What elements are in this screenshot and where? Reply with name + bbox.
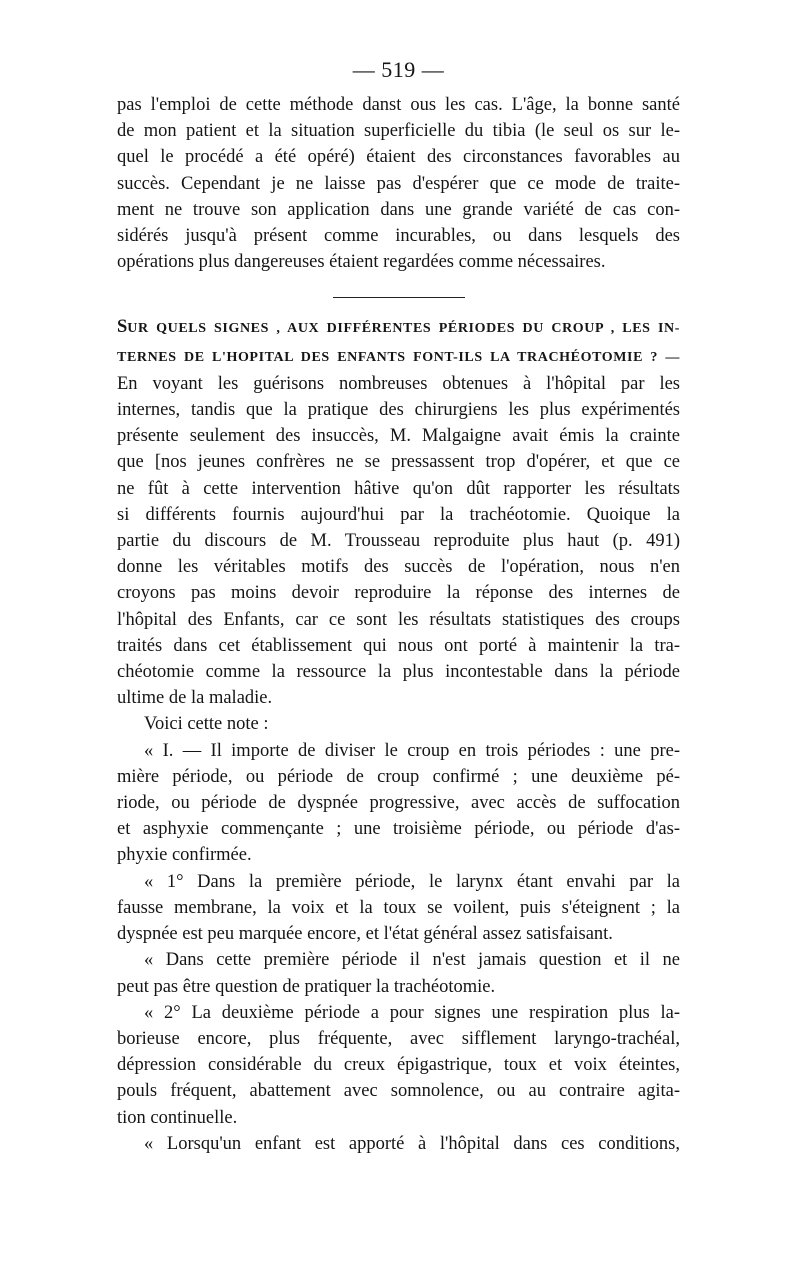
text-line: si différents fournis aujourd'hui par la trachéotomie. Quoique la <box>117 504 680 525</box>
text-line: croyons pas moins devoir reproduire la réponse des internes de <box>117 583 680 604</box>
text-line: sidérés jusqu'à présent comme incurables, ou dans lesquels des <box>117 226 680 247</box>
text-line: succès. Cependant je ne laisse pas d'espérer que ce mode de traite- <box>117 173 680 194</box>
text-line: « I. — Il importe de diviser le croup en trois périodes : une pre- <box>144 740 680 761</box>
text-line: peut pas être question de pratiquer la trachéotomie. <box>117 976 496 997</box>
text-line: que [nos jeunes confrères ne se pressassent trop d'opérer, et que ce <box>117 452 680 473</box>
heading-smallcaps: UR QUELS SIGNES , AUX DIFFÉRENTES PÉRIODES DU CROUP , LES IN- <box>127 321 680 337</box>
text-line: ment ne trouve son application dans une grande variété de cas con- <box>117 199 680 220</box>
section-heading-line-2 <box>117 343 680 371</box>
text-line: phyxie confirmée. <box>117 845 252 866</box>
note-paragraph-5 <box>117 1131 680 1157</box>
heading-initial: S <box>117 317 128 338</box>
text-line: ultime de la maladie. <box>117 688 273 709</box>
text-line: « 1° Dans la première période, le larynx étant envahi par la <box>144 871 680 892</box>
text-line: dyspnée est peu marquée encore, et l'état général assez satisfaisant. <box>117 924 613 945</box>
text-line: « Dans cette première période il n'est jamais question et il ne <box>144 950 680 971</box>
heading-smallcaps: TERNES DE L'HOPITAL DES ENFANTS FONT-ILS LA TRACHÉOTOMIE ? — <box>117 349 680 365</box>
book-page <box>117 56 680 1157</box>
text-line: « 2° La deuxième période a pour signes une respiration plus la- <box>144 1002 680 1023</box>
text-line: pas l'emploi de cette méthode danst ous les cas. L'âge, la bonne santé <box>117 95 680 115</box>
text-line: fausse membrane, la voix et la toux se voilent, puis s'éteignent ; la <box>117 897 680 918</box>
text-line: « Lorsqu'un enfant est apporté à l'hôpital dans ces conditions, <box>144 1133 680 1154</box>
text-line: donne les véritables motifs des succès de l'opération, nous n'en <box>117 557 680 578</box>
text-line: Voici cette note : <box>144 714 269 735</box>
text-line: borieuse encore, plus fréquente, avec sifflement laryngo-trachéal, <box>117 1028 680 1049</box>
text-line: En voyant les guérisons nombreuses obtenues à l'hôpital par les <box>117 373 680 394</box>
text-line: riode, ou période de dyspnée progressive, avec accès de suffocation <box>117 793 680 814</box>
voici-paragraph <box>117 711 680 737</box>
text-line: ne fût à cette intervention hâtive qu'on dût rapporter les résultats <box>117 478 680 499</box>
running-head-page-number: — 519 — <box>352 57 445 82</box>
text-line: mière période, ou période de croup confirmé ; une deuxième pé- <box>117 766 680 787</box>
section-heading-line-1 <box>117 314 680 342</box>
intro-paragraph <box>117 92 680 275</box>
section-divider <box>333 297 465 298</box>
text-line: tion continuelle. <box>117 1107 238 1128</box>
note-paragraph-2 <box>117 869 680 948</box>
section-heading <box>117 314 680 370</box>
text-line: internes, tandis que la pratique des chirurgiens les plus expérimentés <box>117 400 680 421</box>
text-line: dépression considérable du creux épigastrique, toux et voix éteintes, <box>117 1055 680 1076</box>
text-line: présente seulement des insuccès, M. Malgaigne avait émis la crainte <box>117 426 680 447</box>
text-line: l'hôpital des Enfants, car ce sont les résultats statistiques des croups <box>117 609 680 630</box>
body-paragraph <box>117 371 680 712</box>
text-line: et asphyxie commençante ; une troisième période, ou période d'as- <box>117 819 680 840</box>
note-paragraph-3 <box>117 947 680 999</box>
text-line: partie du discours de M. Trousseau reproduite plus haut (p. 491) <box>117 531 680 552</box>
text-line: quel le procédé a été opéré) étaient des circonstances favorables au <box>117 147 680 168</box>
text-line: chéotomie comme la ressource la plus incontestable dans la période <box>117 662 680 683</box>
note-paragraph-1 <box>117 738 680 869</box>
text-line: traités dans cet établissement qui nous ont porté à maintenir la tra- <box>117 635 680 656</box>
text-line: opérations plus dangereuses étaient regardées comme nécessaires. <box>117 252 606 273</box>
note-paragraph-4 <box>117 1000 680 1131</box>
text-line: pouls fréquent, abattement avec somnolence, ou au contraire agita- <box>117 1081 680 1102</box>
text-line: de mon patient et la situation superficielle du tibia (le seul os sur le- <box>117 121 680 142</box>
